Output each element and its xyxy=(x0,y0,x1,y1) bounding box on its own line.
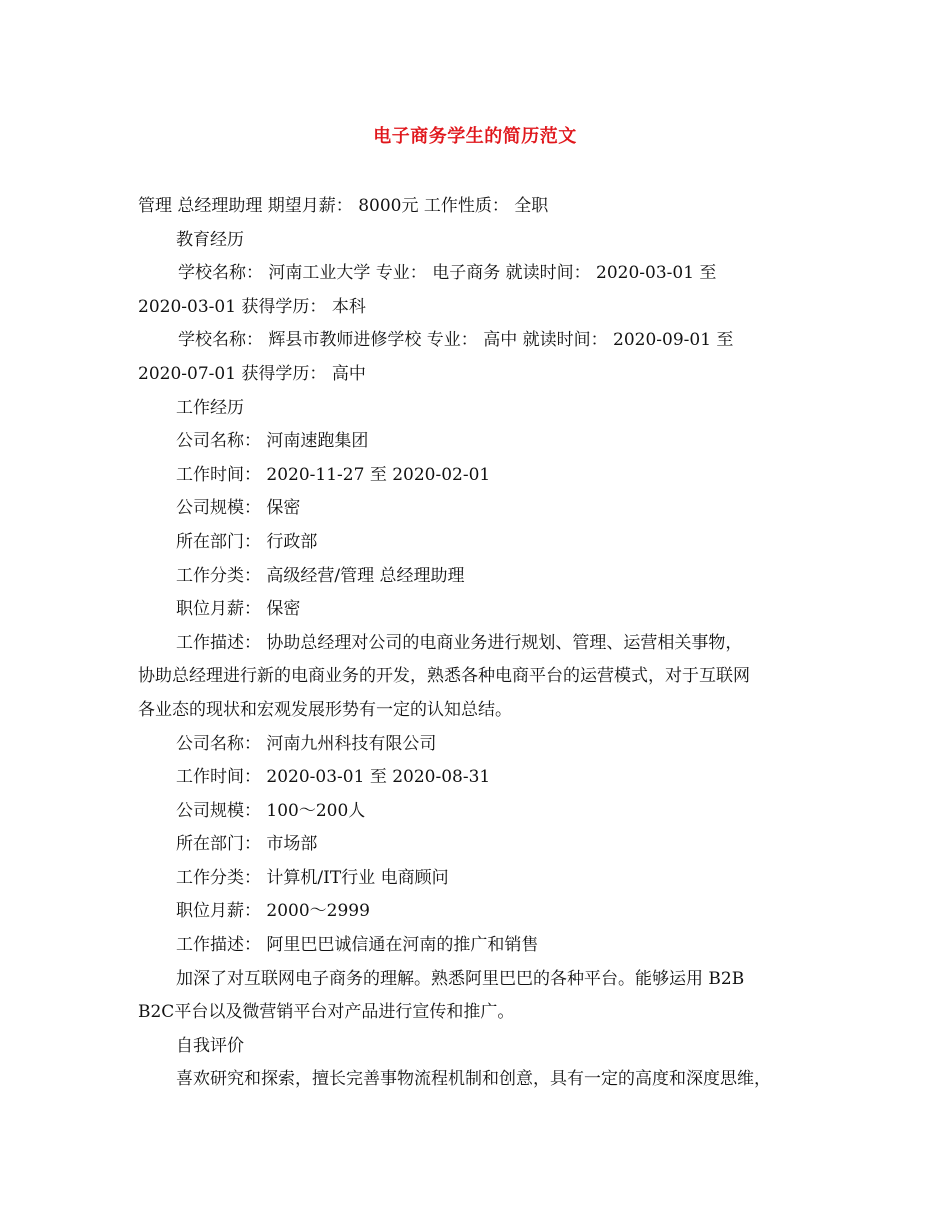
job-2-period: 工作时间： 2020-03-01 至 2020-08-31 xyxy=(176,767,491,788)
job-2-description: 工作描述： 阿里巴巴诚信通在河南的推广和销售 xyxy=(176,935,539,956)
education-entry-2-line-1: 学校名称： 辉县市教师进修学校 专业： 高中 就读时间： 2020-09-01 至 xyxy=(178,330,734,351)
job-2-detail-line-2: B2C平台以及微营销平台对产品进行宣传和推广。 xyxy=(138,1002,515,1023)
section-heading-work: 工作经历 xyxy=(176,397,244,418)
job-1-category: 工作分类： 高级经营/管理 总经理助理 xyxy=(176,565,465,586)
education-entry-1-line-1: 学校名称： 河南工业大学 专业： 电子商务 就读时间： 2020-03-01 至 xyxy=(178,263,717,284)
job-2-size: 公司规模： 100～200人 xyxy=(176,800,366,821)
job-1-period: 工作时间： 2020-11-27 至 2020-02-01 xyxy=(176,464,491,485)
job-2-category: 工作分类： 计算机/IT行业 电商顾问 xyxy=(176,867,449,888)
job-1-size: 公司规模： 保密 xyxy=(176,498,301,519)
resume-body xyxy=(138,190,814,1097)
job-1-department: 所在部门： 行政部 xyxy=(176,531,318,552)
document-title: 电子商务学生的简历范文 xyxy=(373,126,577,147)
job-2-company: 公司名称： 河南九州科技有限公司 xyxy=(176,733,437,754)
job-1-description-line-3: 各业态的现状和宏观发展形势有一定的认知总结。 xyxy=(138,699,512,720)
job-2-department: 所在部门： 市场部 xyxy=(176,834,318,855)
job-1-description-line-1: 工作描述： 协助总经理对公司的电商业务进行规划、管理、运营相关事物， xyxy=(176,632,743,653)
self-evaluation-line-1: 喜欢研究和探索，擅长完善事物流程机制和创意，具有一定的高度和深度思维， xyxy=(176,1069,771,1090)
education-entry-1-line-2: 2020-03-01 获得学历： 本科 xyxy=(138,296,366,317)
job-1-description-line-2: 协助总经理进行新的电商业务的开发，熟悉各种电商平台的运营模式，对于互联网 xyxy=(138,666,750,687)
summary-line: 管理 总经理助理 期望月薪： 8000元 工作性质： 全职 xyxy=(138,196,549,216)
section-heading-education: 教育经历 xyxy=(176,229,244,250)
job-2-detail-line-1: 加深了对互联网电子商务的理解。熟悉阿里巴巴的各种平台。能够运用 B2B xyxy=(176,968,745,989)
job-2-salary: 职位月薪： 2000～2999 xyxy=(176,901,370,922)
job-1-salary: 职位月薪： 保密 xyxy=(176,599,301,620)
education-entry-2-line-2: 2020-07-01 获得学历： 高中 xyxy=(138,363,366,384)
section-heading-self-evaluation: 自我评价 xyxy=(176,1035,244,1056)
job-1-company: 公司名称： 河南速跑集团 xyxy=(176,431,369,452)
